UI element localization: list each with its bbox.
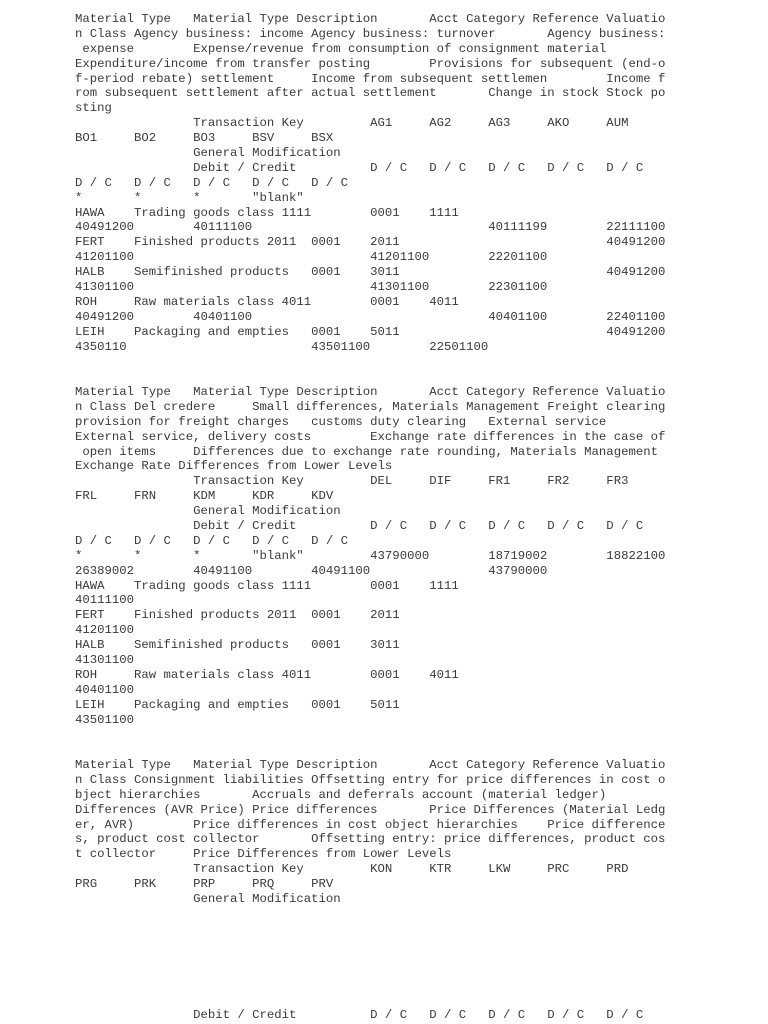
text-line: FRL FRN KDM KDR KDV [75, 489, 334, 504]
text-line: Debit / Credit D / C D / C D / C D / C D / C [75, 1008, 644, 1022]
text-line: Material Type Material Type Description Acct Category Reference Valuatio [75, 385, 666, 399]
text-line: 26389002 40491100 40491100 43790000 [75, 563, 548, 578]
text-line: f-period rebate) settlement Income from subsequent settlemen Income f [75, 71, 666, 86]
text-line: open items Differences due to exchange rate rounding, Materials Management [75, 444, 658, 459]
text-line: 40401100 [75, 682, 135, 697]
text-line: er, AVR) Price differences in cost object hierarchies Price difference [75, 817, 666, 832]
text-line: 40111100 [75, 593, 135, 608]
text-line: s, product cost collector Offsetting entry: price differences, product cos [75, 832, 666, 847]
section-consignment-liabilities [75, 758, 665, 907]
text-line: 43501100 [75, 712, 135, 727]
text-line: HAWA Trading goods class 1111 0001 1111 [75, 578, 459, 593]
text-line: Transaction Key KON KTR LKW PRC PRD [75, 862, 629, 877]
text-line: expense Expense/revenue from consumption of consignment material [75, 41, 607, 56]
text-line: D / C D / C D / C D / C D / C [75, 175, 349, 190]
text-line: * * * "blank" 43790000 18719002 18822100 [75, 548, 666, 563]
text-line: General Modification [75, 146, 341, 161]
text-line: * * * "blank" [75, 190, 304, 205]
text-line: FERT Finished products 2011 0001 2011 [75, 608, 400, 623]
text-line: HALB Semifinished products 0001 3011 [75, 638, 400, 653]
text-line: n Class Del credere Small differences, Materials Management Freight clearing [75, 399, 666, 414]
text-line: Expenditure/income from transfer posting Provisions for subsequent (end-o [75, 56, 666, 71]
text-line: t collector Price Differences from Lower Levels [75, 847, 452, 862]
text-line: ROH Raw materials class 4011 0001 4011 [75, 294, 459, 309]
text-line: 41201100 [75, 623, 135, 638]
text-line: HAWA Trading goods class 1111 0001 1111 [75, 205, 459, 220]
text-line: 41301100 41301100 22301100 [75, 280, 548, 295]
text-line: Material Type Material Type Description Acct Category Reference Valuatio [75, 758, 666, 772]
text-line: PRG PRK PRP PRQ PRV [75, 877, 334, 892]
text-line: D / C D / C D / C D / C D / C [75, 533, 349, 548]
text-line: Transaction Key AG1 AG2 AG3 AKO AUM [75, 116, 629, 131]
text-line: Transaction Key DEL DIF FR1 FR2 FR3 [75, 474, 629, 489]
text-line: LEIH Packaging and empties 0001 5011 [75, 697, 400, 712]
text-line: LEIH Packaging and empties 0001 5011 40491200 [75, 324, 666, 339]
text-line: Debit / Credit D / C D / C D / C D / C D / C [75, 519, 644, 534]
text-line: Material Type Material Type Description Acct Category Reference Valuatio [75, 12, 666, 26]
section-debit-credit-footer [75, 1008, 643, 1023]
text-line: 40491200 40111100 40111199 22111100 [75, 220, 666, 235]
text-line: FERT Finished products 2011 0001 2011 40491200 [75, 235, 666, 250]
text-line: Differences (AVR Price) Price differences Price Differences (Material Ledg [75, 802, 666, 817]
text-line: External service, delivery costs Exchange rate differences in the case of [75, 429, 666, 444]
document-page [75, 12, 666, 1022]
text-line: General Modification [75, 892, 341, 907]
section-del-credere [75, 385, 665, 727]
text-line: 4350110 43501100 22501100 [75, 339, 489, 354]
text-line: 41301100 [75, 653, 135, 668]
text-line: ROH Raw materials class 4011 0001 4011 [75, 667, 459, 682]
text-line: BO1 BO2 BO3 BSV BSX [75, 131, 334, 146]
text-line: provision for freight charges customs duty clearing External service [75, 414, 607, 429]
text-line: n Class Agency business: income Agency business: turnover Agency business: [75, 26, 666, 41]
text-line: General Modification [75, 504, 341, 519]
text-line: 40491200 40401100 40401100 22401100 [75, 309, 666, 324]
text-line: 41201100 41201100 22201100 [75, 250, 548, 265]
text-line: n Class Consignment liabilities Offsetting entry for price differences in cost o [75, 772, 666, 787]
text-line: sting [75, 101, 112, 116]
text-line: Debit / Credit D / C D / C D / C D / C D / C [75, 160, 644, 175]
text-line: Exchange Rate Differences from Lower Levels [75, 459, 393, 474]
text-line: HALB Semifinished products 0001 3011 40491200 [75, 265, 666, 280]
text-line: bject hierarchies Accruals and deferrals account (material ledger) [75, 787, 607, 802]
section-agency-business [75, 12, 665, 354]
text-line: rom subsequent settlement after actual settlement Change in stock Stock po [75, 86, 666, 101]
